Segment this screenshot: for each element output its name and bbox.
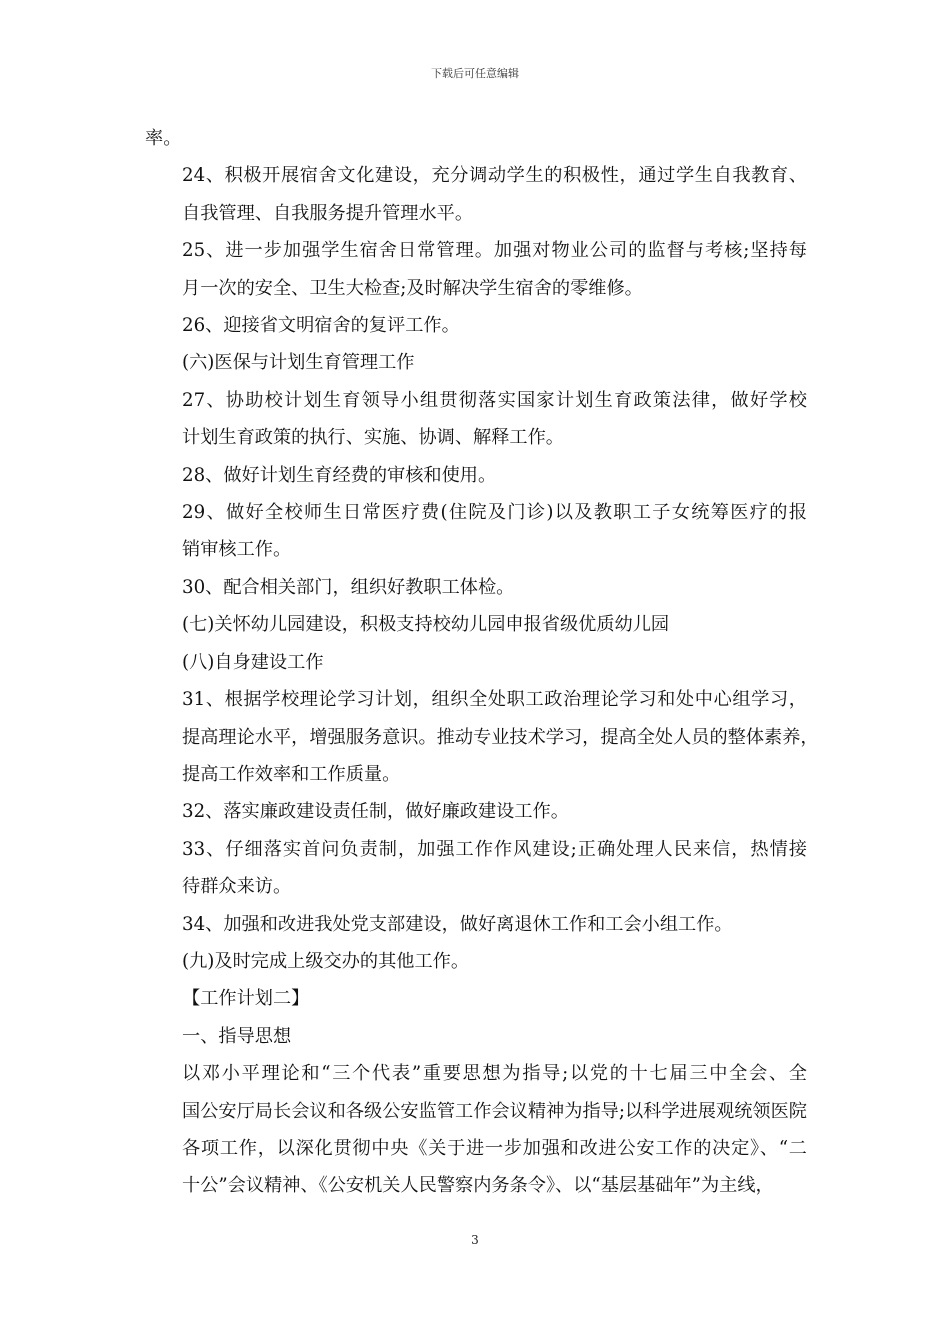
text-line: 率。: [145, 128, 182, 149]
paragraph: [145, 120, 807, 157]
text-line: 各项工作，以深化贯彻中央《关于进一步加强和改进公安工作的决定》、“二: [182, 1137, 807, 1159]
text-line: 31、根据学校理论学习计划，组织全处职工政治理论学习和处中心组学习，: [182, 689, 807, 711]
text-line: 33、仔细落实首问负责制，加强工作作风建设;正确处理人民来信，热情接: [182, 838, 807, 860]
document-body: [145, 120, 819, 1205]
paragraph: [145, 1055, 807, 1205]
page-number: 3: [471, 1233, 479, 1247]
text-line: 国公安厅局长会议和各级公安监管工作会议精神为指导;以科学进展观统领医院: [182, 1100, 807, 1122]
paragraph: [145, 906, 807, 943]
text-line: 一、指导思想: [182, 1025, 292, 1047]
text-line: 提高理论水平，增强服务意识。推动专业技术学习，提高全处人员的整体素养，: [182, 726, 819, 748]
text-line: 26、迎接省文明宿舍的复评工作。: [182, 315, 460, 337]
paragraph: [145, 606, 807, 643]
text-line: (六)医保与计划生育管理工作: [182, 352, 415, 374]
paragraph: [145, 494, 807, 569]
text-line: 十公”会议精神、《公安机关人民警察内务条令》、以“基层基础年”为主线，: [182, 1175, 774, 1197]
paragraph: [145, 344, 807, 381]
text-line: 34、加强和改进我处党支部建设，做好离退休工作和工会小组工作。: [182, 913, 733, 935]
paragraph: [145, 457, 807, 494]
paragraph: [145, 232, 807, 307]
text-line: 待群众来访。: [182, 876, 292, 898]
paragraph: [145, 793, 807, 830]
text-line: 以邓小平理论和“三个代表”重要思想为指导;以党的十七届三中全会、全: [182, 1063, 807, 1085]
text-line: 30、配合相关部门，组织好教职工体检。: [182, 576, 515, 598]
text-line: (七)关怀幼儿园建设，积极支持校幼儿园申报省级优质幼儿园: [182, 614, 670, 636]
paragraph: [145, 980, 807, 1017]
text-line: (八)自身建设工作: [182, 651, 324, 673]
page-header: 下载后可任意编辑: [431, 67, 519, 80]
text-line: 24、积极开展宿舍文化建设，充分调动学生的积极性，通过学生自我教育、: [182, 165, 807, 187]
paragraph: [145, 1018, 807, 1055]
paragraph: [145, 644, 807, 681]
text-line: 提高工作效率和工作质量。: [182, 763, 401, 785]
text-line: 32、落实廉政建设责任制，做好廉政建设工作。: [182, 801, 569, 823]
text-line: 自我管理、自我服务提升管理水平。: [182, 202, 474, 224]
paragraph: [145, 307, 807, 344]
text-line: 27、协助校计划生育领导小组贯彻落实国家计划生育政策法律，做好学校: [182, 389, 807, 411]
text-line: (九)及时完成上级交办的其他工作。: [182, 950, 470, 972]
text-line: 月一次的安全、卫生大检查;及时解决学生宿舍的零维修。: [182, 277, 643, 299]
paragraph: [145, 831, 807, 906]
text-line: 计划生育政策的执行、实施、协调、解释工作。: [182, 427, 564, 449]
text-line: 25、进一步加强学生宿舍日常管理。加强对物业公司的监督与考核;坚持每: [182, 240, 807, 262]
paragraph: [145, 943, 807, 980]
paragraph: [145, 681, 819, 793]
paragraph: [145, 382, 807, 457]
paragraph: [145, 569, 807, 606]
text-line: 28、做好计划生育经费的审核和使用。: [182, 464, 497, 486]
text-line: 29、做好全校师生日常医疗费(住院及门诊)以及教职工子女统筹医疗的报: [182, 502, 807, 524]
paragraph: [145, 157, 807, 232]
text-line: 【工作计划二】: [182, 988, 310, 1010]
text-line: 销审核工作。: [182, 539, 292, 561]
